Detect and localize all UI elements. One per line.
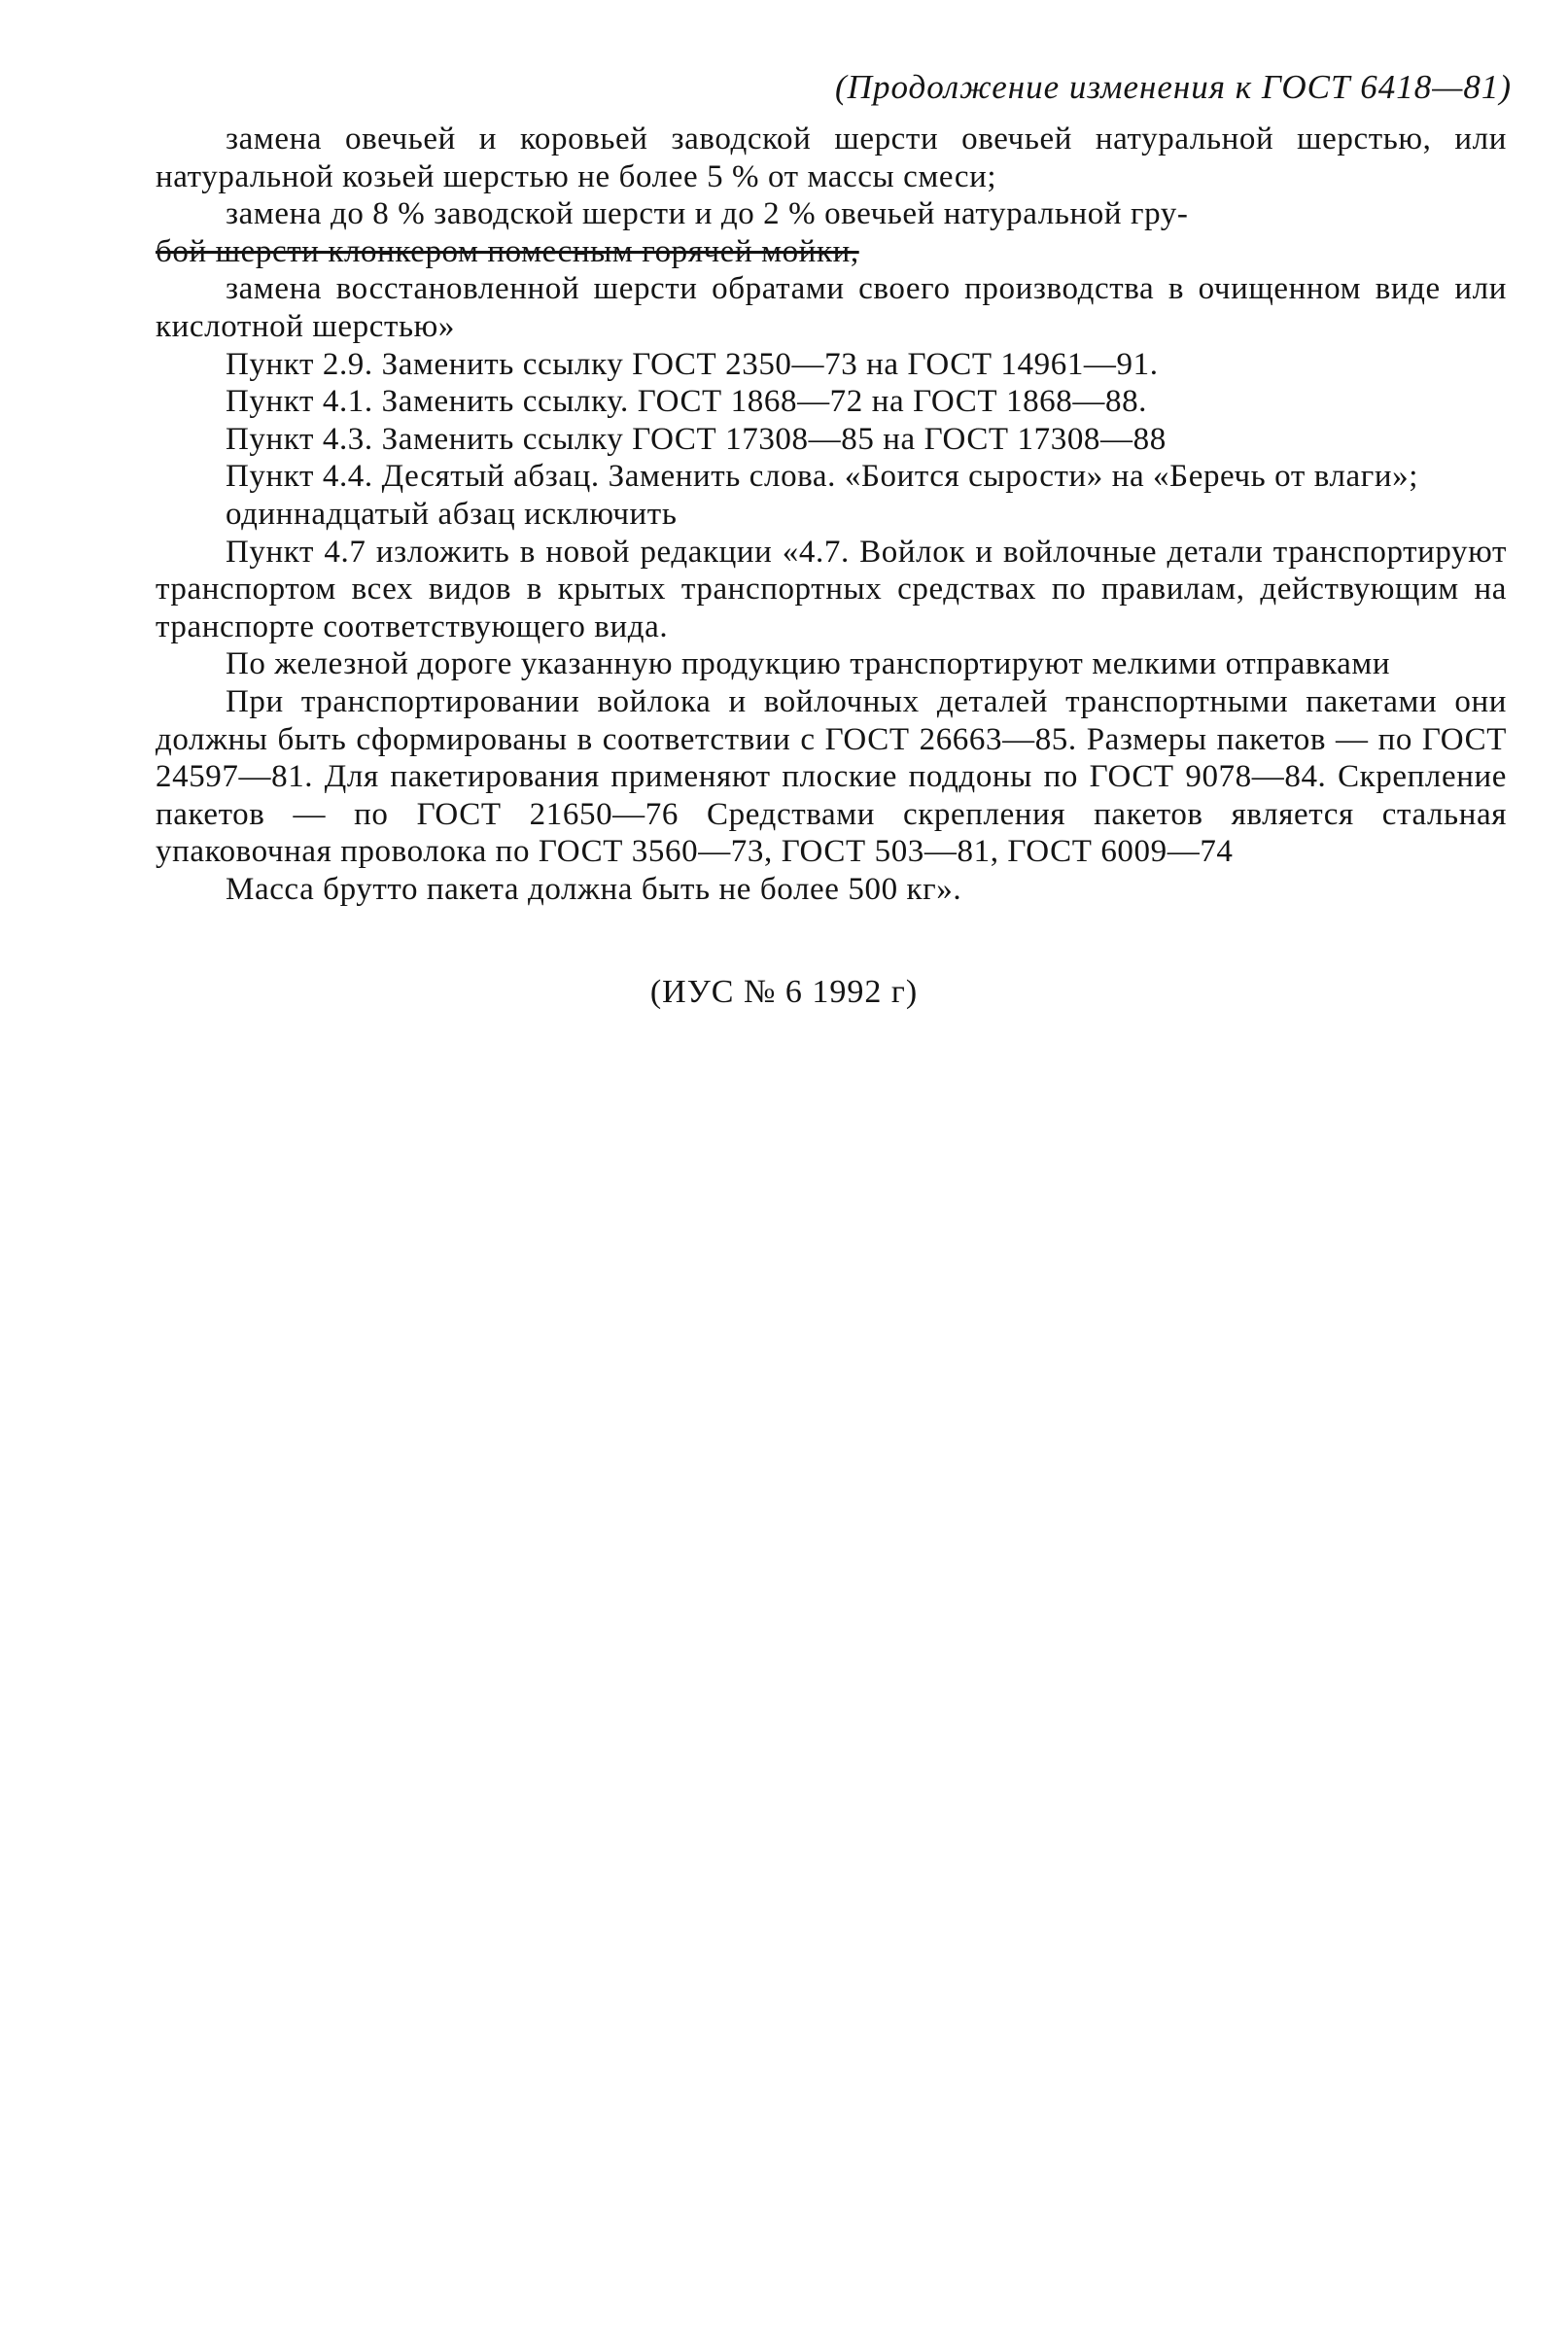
paragraph-item-4-1: Пункт 4.1. Заменить ссылку. ГОСТ 1868—72 на ГОСТ 1868—88.	[226, 384, 1148, 420]
paragraph-transport-packets: При транспортировании войлока и войлочных деталей транспортными пакетами они должны быть сформированы в соответствии с ГОСТ 26663—85. Размеры пакетов — по ГОСТ 24597—81. Для пакетирования применяют плоские поддоны по ГОСТ 9078—84. Скрепление пакетов — по ГОСТ 21650—76 Средствами скрепления пакетов является стальная упаковочная проволока по ГОСТ 3560—73, ГОСТ 503—81, ГОСТ 6009—74	[156, 683, 1507, 870]
paragraph-gross-mass: Масса брутто пакета должна быть не более 500 кг».	[226, 871, 962, 907]
paragraph-item-4-4: Пункт 4.4. Десятый абзац. Заменить слова. «Боится сырости» на «Беречь от влаги»;	[226, 459, 1419, 495]
paragraph-item-4-3: Пункт 4.3. Заменить ссылку ГОСТ 17308—85 на ГОСТ 17308—88	[226, 421, 1167, 457]
paragraph-item-4-7: Пункт 4.7 изложить в новой редакции «4.7. Войлок и войлочные детали транспортируют транспортом всех видов в крытых транспортных средствах по правилам, действующим на транспорте соответствующего вида.	[156, 534, 1507, 644]
paragraph-struck-line: бой шерсти клонкером помесным горячей мойки,	[156, 233, 859, 269]
source-reference: (ИУС № 6 1992 г)	[649, 974, 919, 1010]
paragraph-item-2-9: Пункт 2.9. Заменить ссылку ГОСТ 2350—73 на ГОСТ 14961—91.	[226, 346, 1159, 382]
paragraph-replacement-8-percent: замена до 8 % заводской шерсти и до 2 % овечьей натуральной гру-	[226, 196, 1189, 232]
paragraph-replacement-sheep-wool: замена овечьей и коровьей заводской шерсти овечьей натуральной шерстью, или натуральной козьей шерстью не более 5 % от массы смеси;	[156, 122, 1507, 194]
running-title: (Продолжение изменения к ГОСТ 6418—81)	[835, 68, 1512, 106]
document-body	[156, 121, 1507, 908]
paragraph-replacement-restored-wool: замена восстановленной шерсти обратами своего производства в очищенном виде или кислотной шерстью»	[156, 271, 1507, 344]
paragraph-eleventh-removed: одиннадцатый абзац исключить	[226, 496, 678, 532]
paragraph-railway: По железной дороге указанную продукцию транспортируют мелкими отправками	[226, 646, 1391, 682]
